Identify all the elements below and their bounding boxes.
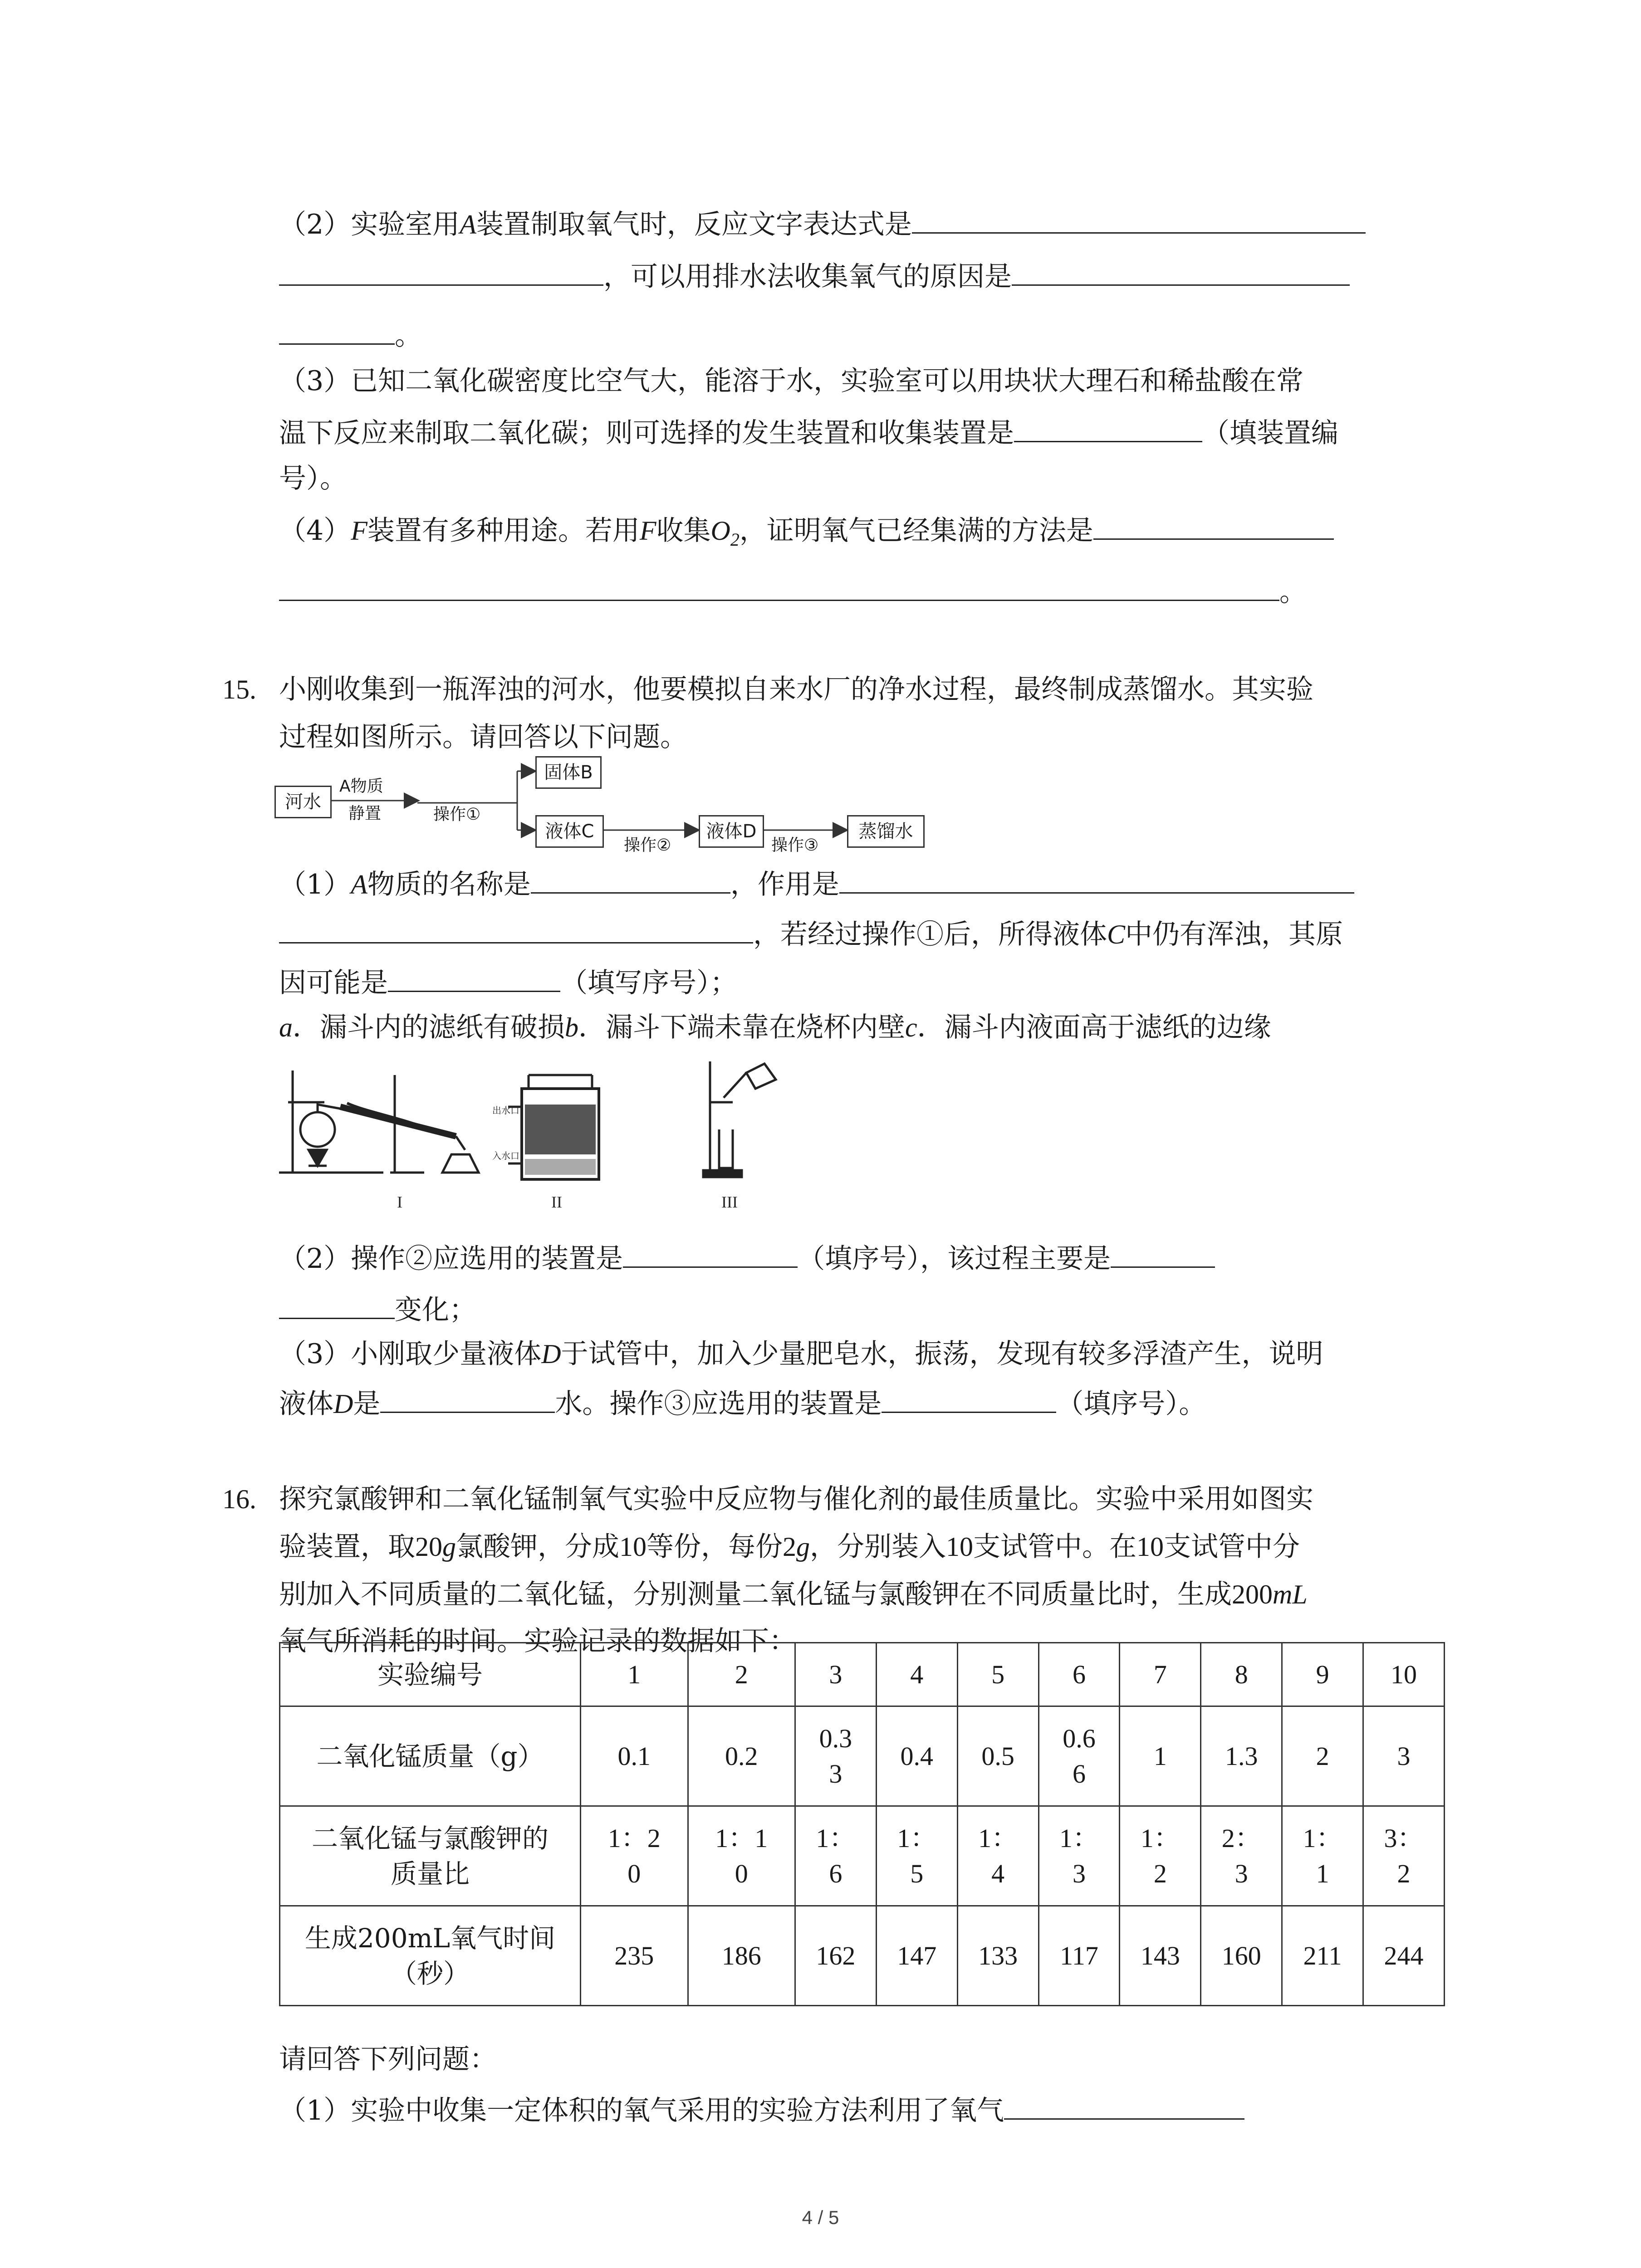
q15-part3-line2: 液体D是 水。操作③应选用的装置是 （填序号）。 bbox=[279, 1383, 1206, 1422]
q15-part2-line2: 变化； bbox=[279, 1290, 476, 1328]
table-cell: 二氧化锰质量（g） bbox=[280, 1706, 581, 1806]
q14-part3-line2: 温下反应来制取二氧化碳；则可选择的发生装置和收集装置是 （填装置编 bbox=[279, 413, 1338, 451]
table-cell: 147 bbox=[876, 1906, 957, 2006]
table-cell: 3： 2 bbox=[1363, 1806, 1445, 1906]
table-cell: 0.2 bbox=[688, 1706, 795, 1806]
table-cell: 实验编号 bbox=[280, 1643, 581, 1706]
table-row bbox=[280, 1806, 1445, 1906]
filtration-apparatus-III bbox=[703, 1061, 776, 1177]
q14-part4-line1: （4）F装置有多种用途。若用F收集$O_2$，证明氧气已经集满的方法是 bbox=[279, 510, 1334, 558]
answer-blank[interactable] bbox=[279, 315, 395, 345]
q15-part1-line1: （1）A物质的名称是 ，作用是 bbox=[279, 864, 1354, 903]
table-cell: 133 bbox=[957, 1906, 1038, 2006]
answer-blank[interactable] bbox=[912, 204, 1366, 234]
water-purifier-apparatus-II bbox=[508, 1075, 599, 1179]
experiment-data-table bbox=[279, 1642, 1445, 2006]
q16-intro-line4: 氧气所消耗的时间。实验记录的数据如下： bbox=[279, 1625, 796, 1657]
q15-intro-line2: 过程如图所示。请回答以下问题。 bbox=[279, 721, 687, 753]
q15-part3-line1: （3）小刚取少量液体D于试管中，加入少量肥皂水，振荡，发现有较多浮渣产生，说明 bbox=[279, 1338, 1323, 1370]
table-cell: 5 bbox=[957, 1643, 1038, 1706]
table-cell: 3 bbox=[795, 1643, 877, 1706]
label-II: II bbox=[551, 1193, 562, 1211]
table-cell: 10 bbox=[1363, 1643, 1445, 1706]
table-cell: 186 bbox=[688, 1906, 795, 2006]
answer-blank[interactable] bbox=[623, 1238, 798, 1268]
table-cell: 1： 3 bbox=[1038, 1806, 1120, 1906]
answer-blank[interactable] bbox=[839, 864, 1354, 894]
table-cell: 0.5 bbox=[957, 1706, 1038, 1806]
table-cell: 162 bbox=[795, 1906, 877, 2006]
answer-blank[interactable] bbox=[279, 256, 603, 286]
table-cell: 2： 3 bbox=[1201, 1806, 1282, 1906]
table-cell: 4 bbox=[876, 1643, 957, 1706]
table-cell: 0.6 6 bbox=[1038, 1706, 1120, 1806]
answer-blank[interactable] bbox=[279, 572, 1279, 601]
flow-box-liquid-c: 液体C bbox=[535, 815, 604, 848]
q14-part3-line3: 号）。 bbox=[279, 463, 347, 494]
answer-blank[interactable] bbox=[531, 864, 730, 894]
flow-label-a-substance: A物质 bbox=[339, 777, 383, 796]
label-III: III bbox=[721, 1193, 738, 1211]
answer-blank[interactable] bbox=[380, 1383, 555, 1413]
q14-part4-line2: 。 bbox=[279, 572, 1307, 610]
q16-ask: 请回答下列问题： bbox=[279, 2043, 497, 2075]
answer-blank[interactable] bbox=[388, 963, 560, 992]
table-cell: 生成200mL氧气时间 （秒） bbox=[280, 1906, 581, 2006]
table-cell: 0.3 3 bbox=[795, 1706, 877, 1806]
q16-intro-line2: 验装置，取20g氯酸钾，分成10等份，每份2g，分别装入10支试管中。在10支试管中分 bbox=[279, 1531, 1300, 1563]
table-cell: 1： 1 bbox=[1282, 1806, 1363, 1906]
q14-part2-line1: （2）实验室用A装置制取氧气时，反应文字表达式是 bbox=[279, 204, 1366, 243]
q15-part2-line1: （2）操作②应选用的装置是 （填序号），该过程主要是 bbox=[279, 1238, 1215, 1277]
q16-intro-line1: 探究氯酸钾和二氧化锰制氧气实验中反应物与催化剂的最佳质量比。实验中采用如图实 bbox=[279, 1483, 1313, 1515]
answer-blank[interactable] bbox=[279, 1290, 395, 1319]
table-cell: 9 bbox=[1282, 1643, 1363, 1706]
flow-label-op2: 操作② bbox=[624, 836, 671, 855]
table-cell: 0.4 bbox=[876, 1706, 957, 1806]
table-cell: 211 bbox=[1282, 1906, 1363, 2006]
table-cell: 2 bbox=[1282, 1706, 1363, 1806]
table-header-row bbox=[280, 1643, 1445, 1706]
table-row bbox=[280, 1906, 1445, 2006]
table-cell: 1： 6 bbox=[795, 1806, 877, 1906]
table-cell: 1：2 0 bbox=[581, 1806, 688, 1906]
answer-blank[interactable] bbox=[279, 914, 753, 943]
table-row bbox=[280, 1706, 1445, 1806]
q15-intro-line1: 小刚收集到一瓶浑浊的河水，他要模拟自来水厂的净水过程，最终制成蒸馏水。其实验 bbox=[279, 674, 1313, 705]
table-cell: 1 bbox=[581, 1643, 688, 1706]
answer-blank[interactable] bbox=[1093, 510, 1334, 540]
apparatus-illustrations bbox=[274, 1061, 787, 1211]
table-cell: 1： 2 bbox=[1120, 1806, 1201, 1906]
table-cell: 6 bbox=[1038, 1643, 1120, 1706]
table-cell: 1： 5 bbox=[876, 1806, 957, 1906]
table-cell: 1：1 0 bbox=[688, 1806, 795, 1906]
question-number: 15. bbox=[222, 675, 256, 704]
table-cell: 7 bbox=[1120, 1643, 1201, 1706]
flow-box-liquid-d: 液体D bbox=[699, 815, 764, 848]
table-cell: 244 bbox=[1363, 1906, 1445, 2006]
table-cell: 8 bbox=[1201, 1643, 1282, 1706]
table-cell: 235 bbox=[581, 1906, 688, 2006]
q15-part1-line2: ，若经过操作①后，所得液体C中仍有浑浊，其原 bbox=[279, 914, 1343, 953]
table-cell: 2 bbox=[688, 1643, 795, 1706]
table-cell: 3 bbox=[1363, 1706, 1445, 1806]
answer-blank[interactable] bbox=[1004, 2090, 1244, 2120]
q14-part2-line2: ，可以用排水法收集氧气的原因是 bbox=[279, 256, 1350, 295]
answer-blank[interactable] bbox=[882, 1383, 1056, 1413]
q16-intro-line3: 别加入不同质量的二氧化锰，分别测量二氧化锰与氯酸钾在不同质量比时，生成200mL bbox=[279, 1579, 1308, 1610]
label-inlet: 入水口 bbox=[492, 1150, 519, 1161]
q15-options: a．漏斗内的滤纸有破损b．漏斗下端未靠在烧杯内壁c．漏斗内液面高于滤纸的边缘 bbox=[279, 1012, 1271, 1043]
question-number: 16. bbox=[222, 1484, 256, 1514]
flow-box-solid-b: 固体B bbox=[535, 756, 602, 789]
distillation-apparatus-I bbox=[279, 1070, 479, 1173]
flow-box-river: 河水 bbox=[274, 786, 332, 818]
table-cell: 117 bbox=[1038, 1906, 1120, 2006]
table-cell: 二氧化锰与氯酸钾的 质量比 bbox=[280, 1806, 581, 1906]
label-outlet: 出水口 bbox=[492, 1105, 519, 1116]
flow-label-op3: 操作③ bbox=[771, 836, 819, 855]
flow-label-settle: 静置 bbox=[348, 804, 382, 823]
answer-blank[interactable] bbox=[1111, 1238, 1215, 1268]
table-cell: 0.1 bbox=[581, 1706, 688, 1806]
table-cell: 143 bbox=[1120, 1906, 1201, 2006]
q15-part1-line3: 因可能是 （填写序号）； bbox=[279, 963, 737, 1001]
label-I: I bbox=[397, 1193, 402, 1211]
table-cell: 1 bbox=[1120, 1706, 1201, 1806]
table-cell: 1.3 bbox=[1201, 1706, 1282, 1806]
flow-label-op1: 操作① bbox=[433, 805, 481, 824]
q14-part3-line1: （3）已知二氧化碳密度比空气大，能溶于水，实验室可以用块状大理石和稀盐酸在常 bbox=[279, 365, 1304, 397]
table-cell: 1： 4 bbox=[957, 1806, 1038, 1906]
q14-part2-line3: 。 bbox=[279, 315, 422, 354]
table-cell: 160 bbox=[1201, 1906, 1282, 2006]
answer-blank[interactable] bbox=[1014, 413, 1202, 442]
q16-part1-line1: （1）实验中收集一定体积的氧气采用的实验方法利用了氧气 bbox=[279, 2090, 1244, 2129]
answer-blank[interactable] bbox=[1012, 256, 1350, 286]
page-number: 4 / 5 bbox=[802, 2207, 839, 2228]
flow-box-distilled: 蒸馏水 bbox=[847, 815, 925, 848]
